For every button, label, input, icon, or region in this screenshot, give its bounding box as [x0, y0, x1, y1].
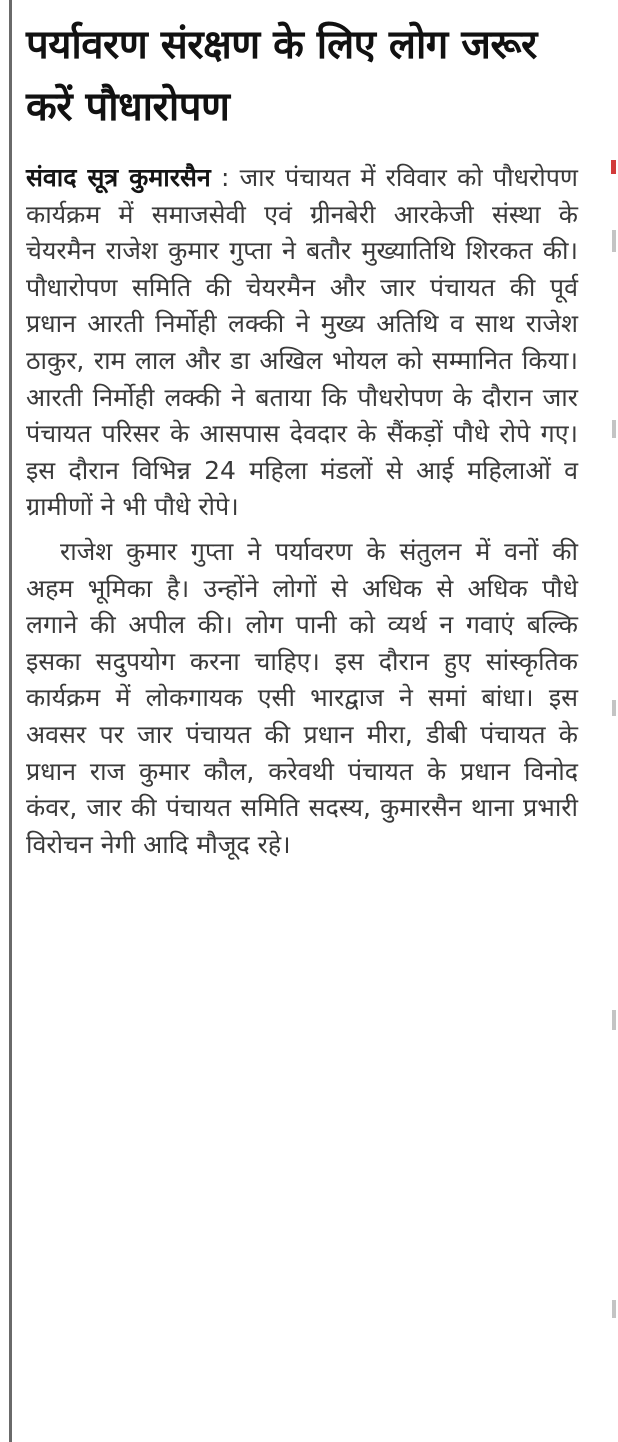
paragraph-1-text: जार पंचायत में रविवार को पौधरोपण कार्यक्रम में समाजसेवी एवं ग्रीनबेरी आरकेजी संस्था के चेयरमैन राजेश कुमार गुप्ता ने बतौर मुख्यातिथि शिरकत की। पौधारोपण समिति की चेयरमैन और जार पंचायत की पूर्व प्रधान आरती निर्मोही लक्की ने मुख्य अतिथि व साथ राजेश ठाकुर, राम लाल और डा अखिल भोयल को सम्मानित किया। आरती निर्मोही लक्की ने बताया कि पौधरोपण के दौरान जार पंचायत परिसर के आसपास देवदार के सैंकड़ों पौधे रोपे गए। इस दौरान विभिन्न 24 महिला मंडलों से आई महिलाओं व ग्रामीणों ने भी पौधे रोपे। — [26, 163, 578, 522]
article-headline: पर्यावरण संरक्षण के लिए लोग जरूर करें पौधारोपण — [26, 22, 537, 130]
news-article — [26, 14, 578, 863]
page-edge — [610, 0, 618, 1442]
dateline-separator: : — [210, 163, 240, 192]
article-paragraph-2: राजेश कुमार गुप्ता ने पर्यावरण के संतुलन में वनों की अहम भूमिका है। उन्होंने लोगों से अधिक से अधिक पौधे लगाने की अपील की। लोग पानी को व्यर्थ न गवाएं बल्कि इसका सदुपयोग करना चाहिए। इस दौरान हुए सांस्कृतिक कार्यक्रम में लोकगायक एसी भारद्वाज ने समां बांधा। इस अवसर पर जार पंचायत की प्रधान मीरा, डीबी पंचायत के प्रधान राज कुमार कौल, करेवथी पंचायत के प्रधान विनोद कंवर, जार की पंचायत समिति सदस्य, कुमारसैन थाना प्रभारी विरोचन नेगी आदि मौजूद रहे। — [26, 536, 578, 859]
article-dateline: संवाद सूत्र कुमारसैन — [26, 163, 211, 192]
edge-color-mark — [611, 160, 616, 174]
article-paragraph-1 — [26, 160, 578, 526]
column-rule — [9, 0, 12, 1442]
